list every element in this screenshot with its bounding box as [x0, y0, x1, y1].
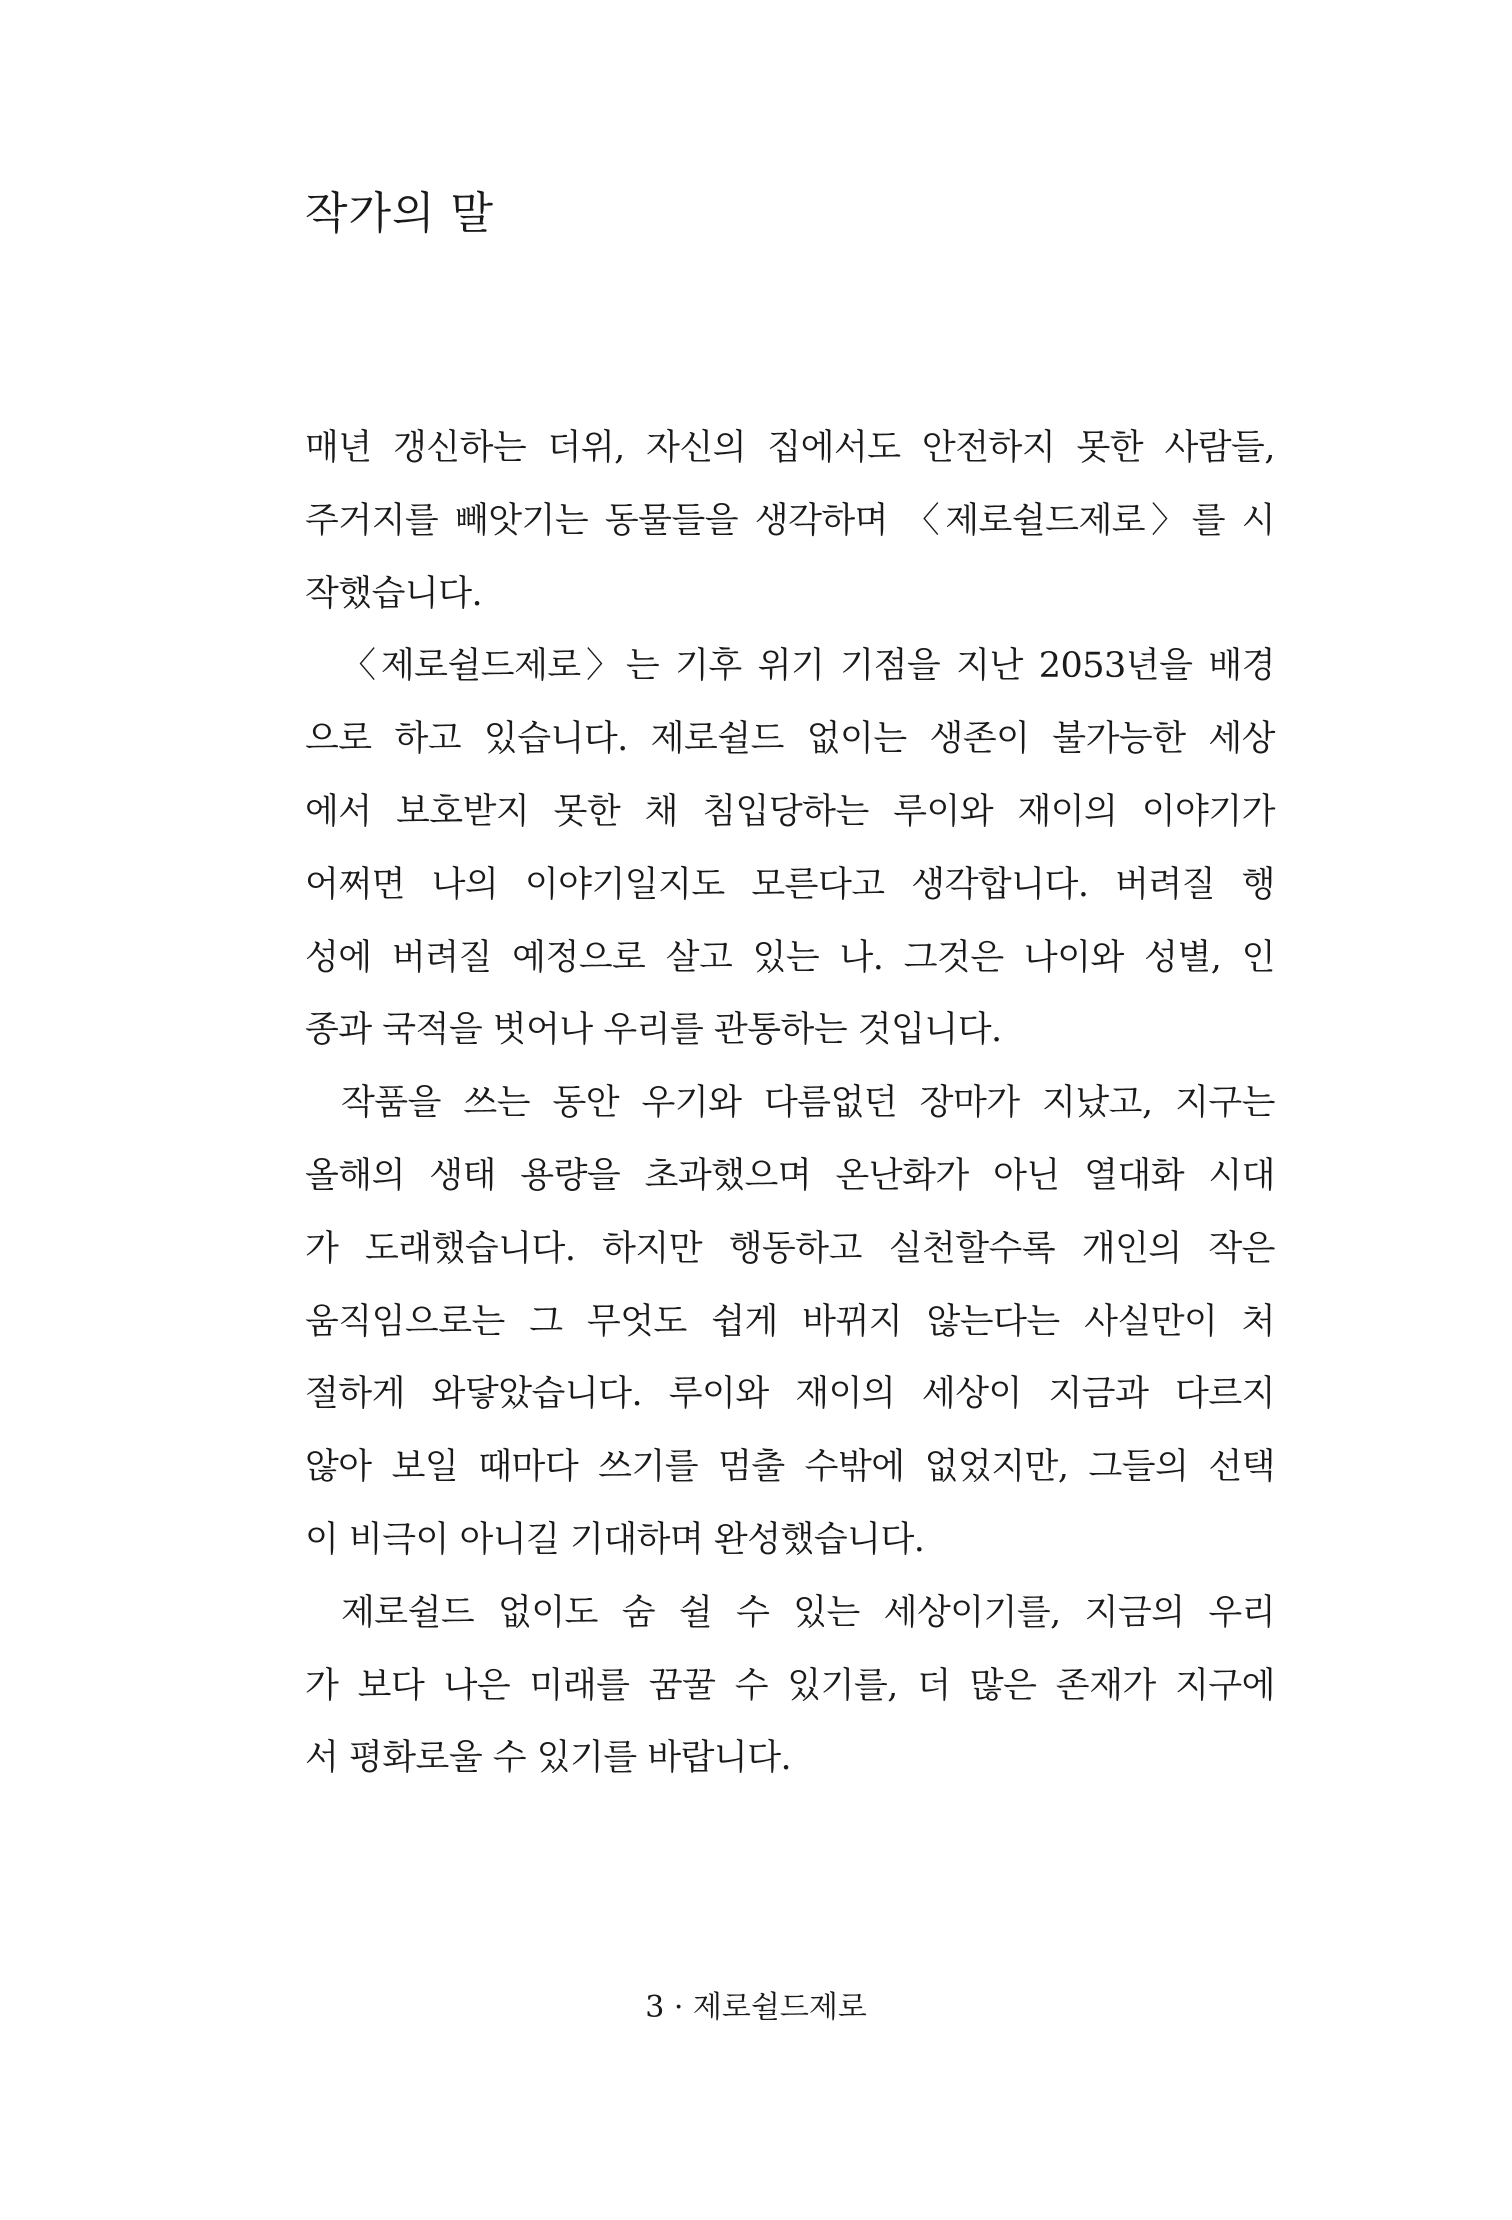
paragraph-4 [305, 1577, 1275, 1795]
page-footer [0, 1988, 1512, 2028]
text-line: 올해의 생태 용량을 초과했으며 온난화가 아닌 열대화 시대 [305, 1155, 1275, 1196]
text-line: 움직임으로는 그 무엇도 쉽게 바뀌지 않는다는 사실만이 처 [305, 1301, 1275, 1342]
text-line: 〈제로쉴드제로〉는 기후 위기 기점을 지난 2053년을 배경 [341, 646, 1275, 687]
text-line: 작했습니다. [305, 573, 483, 614]
text-line: 이 비극이 아니길 기대하며 완성했습니다. [305, 1519, 925, 1560]
text-line: 성에 버려질 예정으로 살고 있는 나. 그것은 나이와 성별, 인 [305, 937, 1275, 978]
paragraph-2 [305, 630, 1275, 1067]
text-line: 어쩌면 나의 이야기일지도 모른다고 생각합니다. 버려질 행 [305, 864, 1275, 905]
text-line: 종과 국적을 벗어나 우리를 관통하는 것입니다. [305, 1010, 1002, 1051]
text-line: 않아 보일 때마다 쓰기를 멈출 수밖에 없었지만, 그들의 선택 [305, 1447, 1275, 1488]
page-number: 3 [645, 1990, 665, 2025]
text-line: 주거지를 빼앗기는 동물들을 생각하며 〈제로쉴드제로〉를 시 [305, 500, 1275, 541]
footer-separator: · [673, 1990, 684, 2025]
author-note-body [305, 412, 1275, 1795]
text-line: 으로 하고 있습니다. 제로쉴드 없이는 생존이 불가능한 세상 [305, 719, 1275, 760]
paragraph-1 [305, 412, 1275, 630]
text-line: 가 도래했습니다. 하지만 행동하고 실천할수록 개인의 작은 [305, 1228, 1275, 1269]
paragraph-3 [305, 1067, 1275, 1577]
text-line: 매년 갱신하는 더위, 자신의 집에서도 안전하지 못한 사람들, [305, 428, 1275, 468]
text-line: 작품을 쓰는 동안 우기와 다름없던 장마가 지났고, 지구는 [341, 1083, 1275, 1124]
text-line: 서 평화로울 수 있기를 바랍니다. [305, 1738, 792, 1779]
page-title: 작가의 말 [305, 188, 495, 239]
text-line: 가 보다 나은 미래를 꿈꿀 수 있기를, 더 많은 존재가 지구에 [305, 1665, 1275, 1706]
book-title: 제로쉴드제로 [692, 1990, 867, 2025]
text-line: 제로쉴드 없이도 숨 쉴 수 있는 세상이기를, 지금의 우리 [341, 1592, 1275, 1633]
text-line: 에서 보호받지 못한 채 침입당하는 루이와 재이의 이야기가 [305, 791, 1275, 832]
text-line: 절하게 와닿았습니다. 루이와 재이의 세상이 지금과 다르지 [305, 1374, 1275, 1415]
